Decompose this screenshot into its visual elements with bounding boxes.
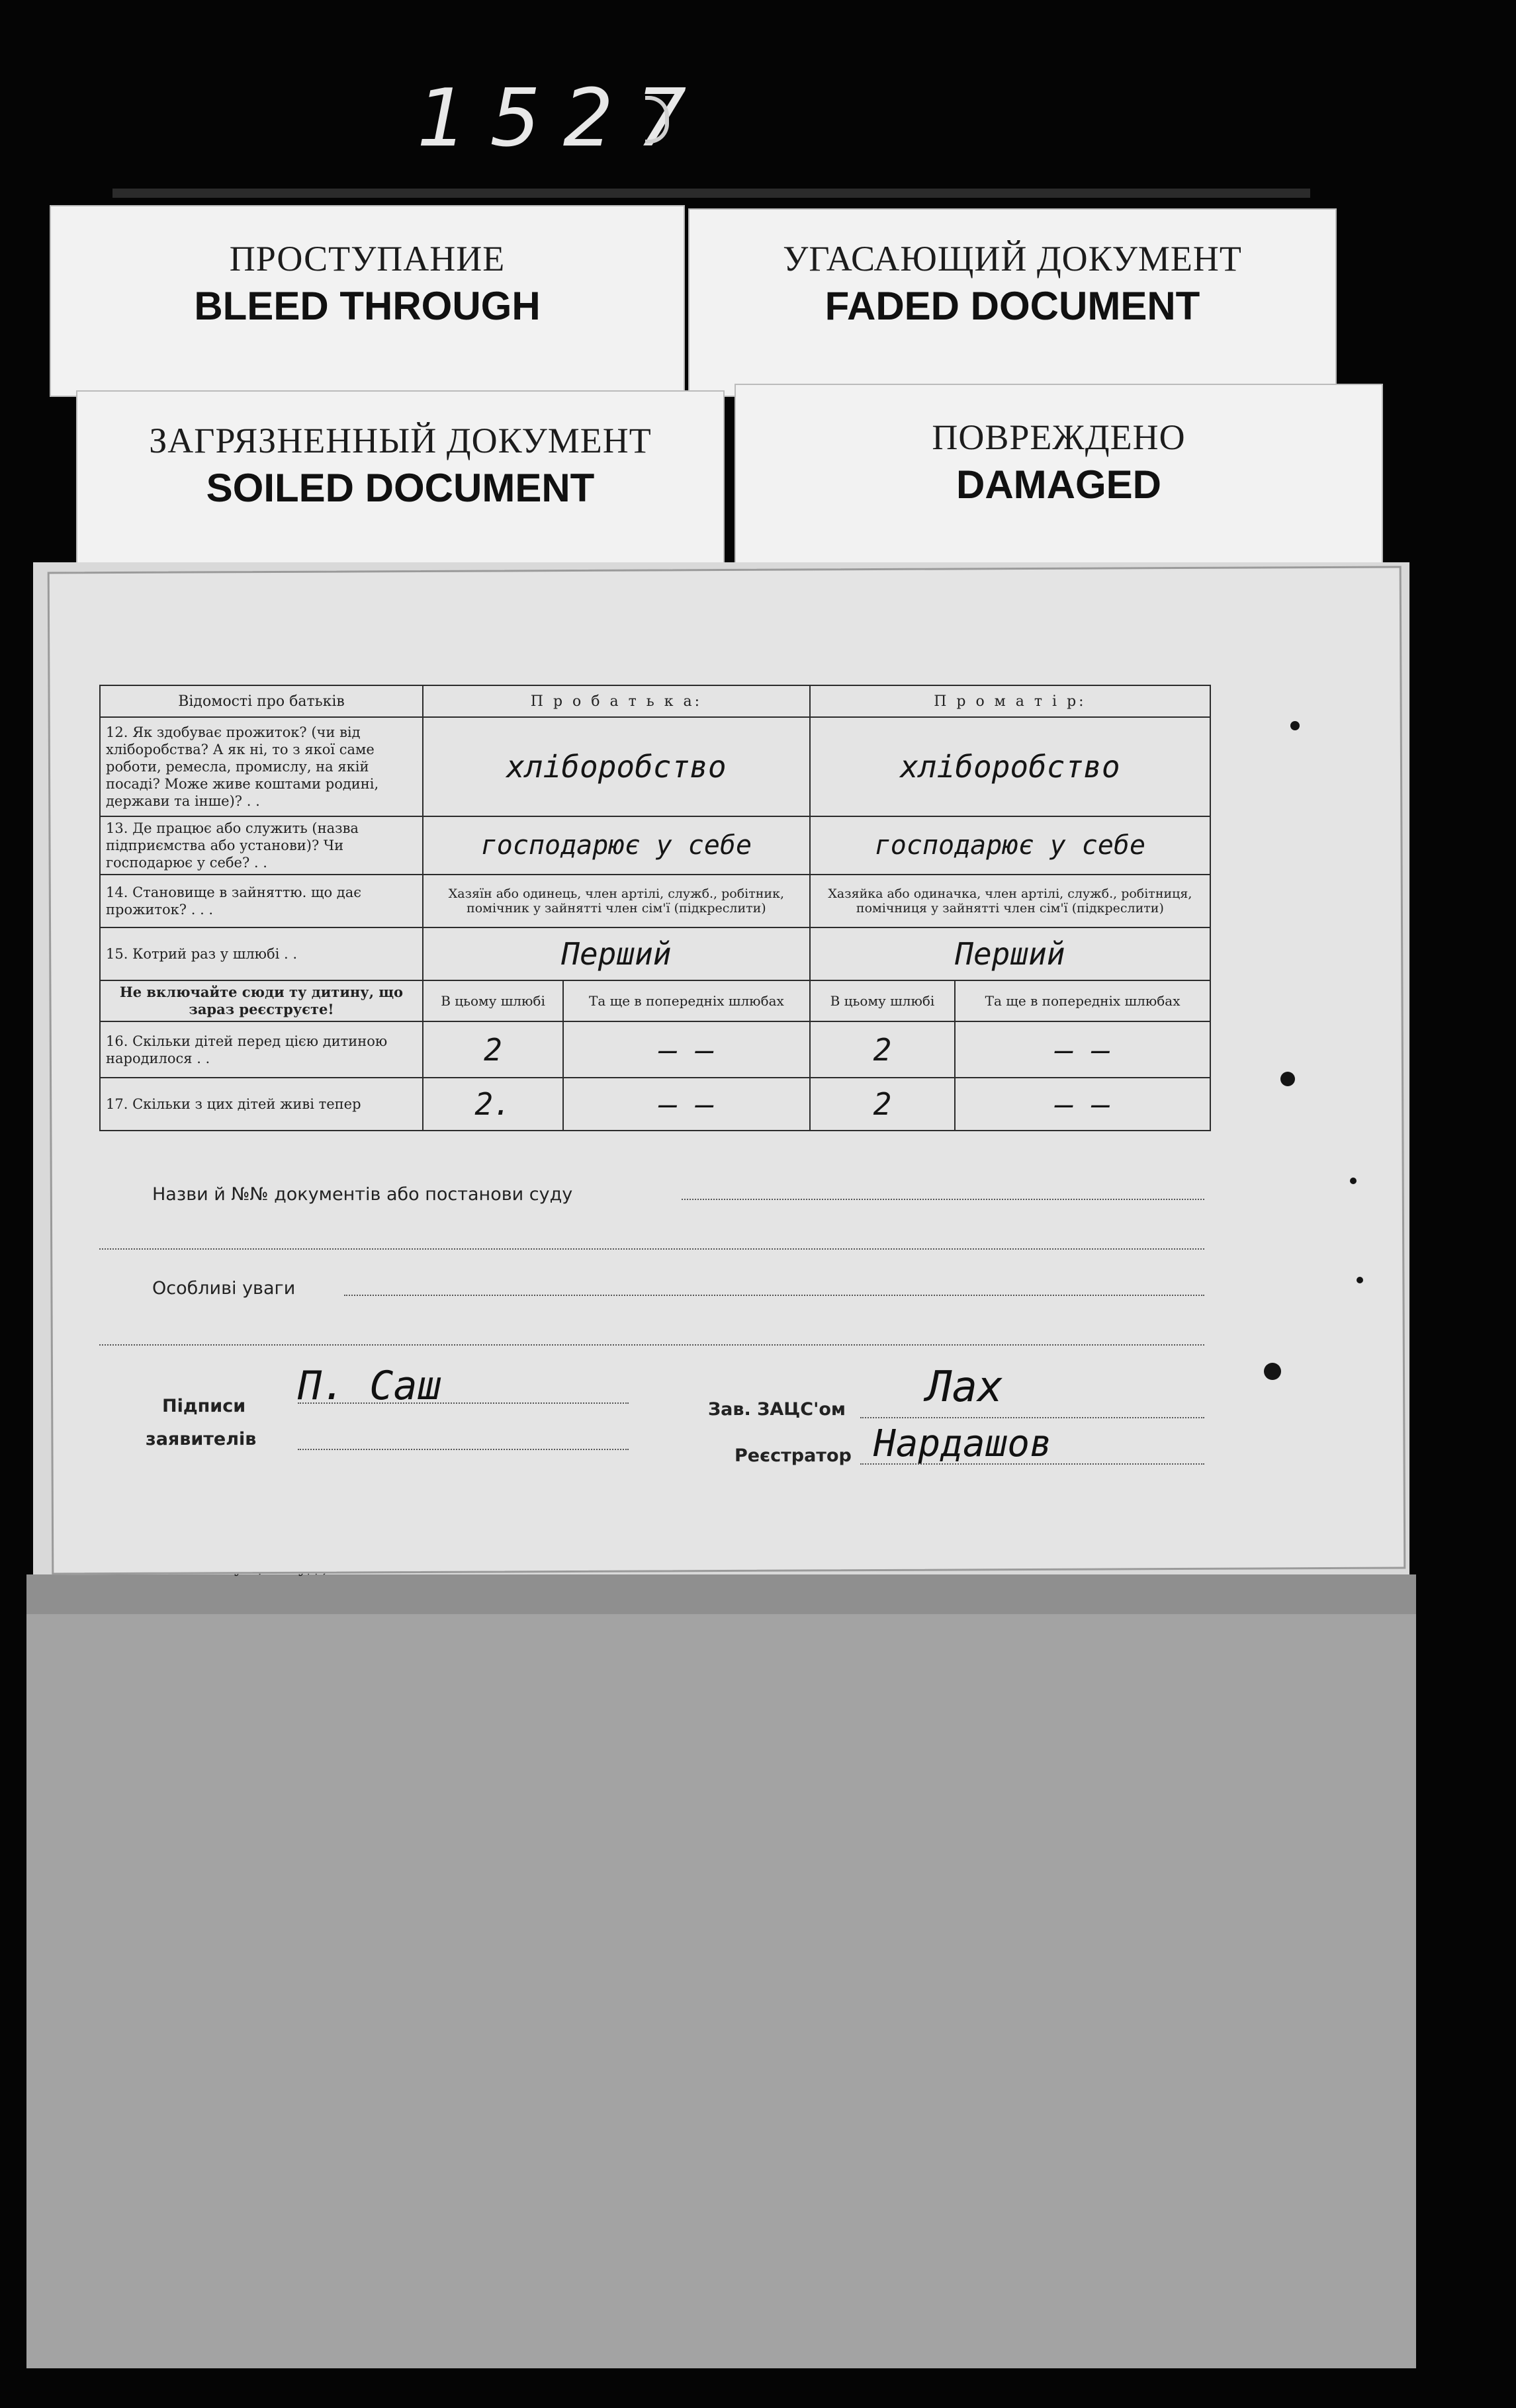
- card-en-label: BLEED THROUGH: [194, 284, 541, 328]
- signature-line: [298, 1401, 629, 1404]
- sub-column-header: В цьому шлюбі: [810, 980, 955, 1021]
- head-label: Зав. ЗАЦС'ом: [708, 1399, 846, 1420]
- card-soiled-document: [76, 390, 725, 582]
- table-row: [100, 1021, 1210, 1078]
- remarks-line: [344, 1293, 1204, 1296]
- table-row: [100, 717, 1210, 816]
- question-label: 17. Скільки з цих дітей живі тепер: [100, 1078, 423, 1131]
- documents-line-2: [99, 1247, 1204, 1250]
- table-row: [100, 875, 1210, 927]
- count-cell: — —: [955, 1021, 1210, 1078]
- table-row: [100, 1078, 1210, 1131]
- mother-answer: хліборобство: [810, 717, 1210, 816]
- remarks-label: Особливі уваги: [152, 1278, 296, 1299]
- card-ru-label: ЗАГРЯЗНЕННЫЙ ДОКУМЕНТ: [149, 421, 652, 460]
- table-header-row: [100, 685, 1210, 717]
- board: [26, 1574, 1416, 2368]
- mother-answer: господарює у себе: [810, 816, 1210, 875]
- card-faded-document: [688, 208, 1337, 397]
- registrar-line: [860, 1462, 1204, 1465]
- parents-info-table: [99, 685, 1211, 1131]
- registrar-label: Реєстратор: [735, 1445, 852, 1466]
- count-cell: — —: [955, 1078, 1210, 1131]
- question-label: 13. Де працює або служить (назва підприємства або установи)? Чи господарює у себе? . .: [100, 816, 423, 875]
- card-en-label: SOILED DOCUMENT: [206, 466, 595, 510]
- card-bleed-through: [50, 205, 685, 397]
- applicant-signature: П. Саш: [298, 1363, 441, 1409]
- father-answer: господарює у себе: [423, 816, 810, 875]
- mother-answer: Перший: [810, 927, 1210, 980]
- question-label: 16. Скільки дітей перед цією дитиною народилося . .: [100, 1021, 423, 1078]
- documents-line: [682, 1197, 1204, 1200]
- card-ru-label: ПОВРЕЖДЕНО: [932, 417, 1186, 457]
- note-label: Не включайте сюди ту дитину, що зараз реєструєте!: [100, 980, 423, 1021]
- remarks-line-2: [99, 1343, 1204, 1346]
- count-cell: 2: [810, 1021, 955, 1078]
- count-cell: 2: [810, 1078, 955, 1131]
- damage-spot: [1350, 1178, 1357, 1184]
- registrar-signature: Нардашов: [873, 1422, 1052, 1465]
- question-label: 15. Котрий раз у шлюбі . .: [100, 927, 423, 980]
- table-row: [100, 927, 1210, 980]
- card-ru-label: УГАСАЮЩИЙ ДОКУМЕНТ: [783, 239, 1242, 279]
- documents-label: Назви й №№ документів або постанови суду: [152, 1184, 573, 1205]
- father-answer: хліборобство: [423, 717, 810, 816]
- card-en-label: FADED DOCUMENT: [825, 284, 1200, 328]
- question-label: 14. Становище в зайняттю. що дає прожиток? . . .: [100, 875, 423, 927]
- count-cell: — —: [563, 1078, 810, 1131]
- signature-line-2: [298, 1447, 629, 1450]
- father-options: Хазяїн або одинець, член артілі, служб., робітник, помічник у зайнятті член сім'ї (підкреслити): [423, 875, 810, 927]
- mother-options: Хазяйка або одиначка, член артілі, служб., робітниця, помічниця у зайнятті член сім'ї (підкреслити): [810, 875, 1210, 927]
- header-info: Відомості про батьків: [100, 685, 423, 717]
- damage-spot: [1357, 1277, 1363, 1283]
- count-cell: 2: [423, 1021, 563, 1078]
- header-mother: П р о м а т і р:: [810, 685, 1210, 717]
- card-damaged: [735, 384, 1383, 582]
- frame-number: 1527: [417, 73, 709, 165]
- father-answer: Перший: [423, 927, 810, 980]
- card-ru-label: ПРОСТУПАНИЕ: [229, 239, 506, 279]
- card-en-label: DAMAGED: [956, 462, 1161, 507]
- table-row: [100, 980, 1210, 1021]
- top-rule: [112, 189, 1310, 198]
- count-cell: 2.: [423, 1078, 563, 1131]
- damage-spot: [1280, 1072, 1295, 1086]
- damage-spot: [1264, 1363, 1281, 1380]
- sub-column-header: Та ще в попередніх шлюбах: [563, 980, 810, 1021]
- signatures-label: Підписи: [162, 1396, 246, 1416]
- board-shadow: [26, 1574, 1416, 1614]
- damage-spot: [1290, 721, 1300, 730]
- header-father: П р о б а т ь к а:: [423, 685, 810, 717]
- signatures-label-2: заявителів: [146, 1429, 257, 1449]
- question-label: 12. Як здобуває прожиток? (чи від хліборобства? А як ні, то з якої саме роботи, ремесла, промислу, на якій посаді? Може живе коштами родині, держави та інше)? . .: [100, 717, 423, 816]
- head-signature: Лах: [926, 1363, 1003, 1412]
- table-row: [100, 816, 1210, 875]
- count-cell: — —: [563, 1021, 810, 1078]
- sub-column-header: В цьому шлюбі: [423, 980, 563, 1021]
- head-line: [860, 1416, 1204, 1418]
- sub-column-header: Та ще в попередніх шлюбах: [955, 980, 1210, 1021]
